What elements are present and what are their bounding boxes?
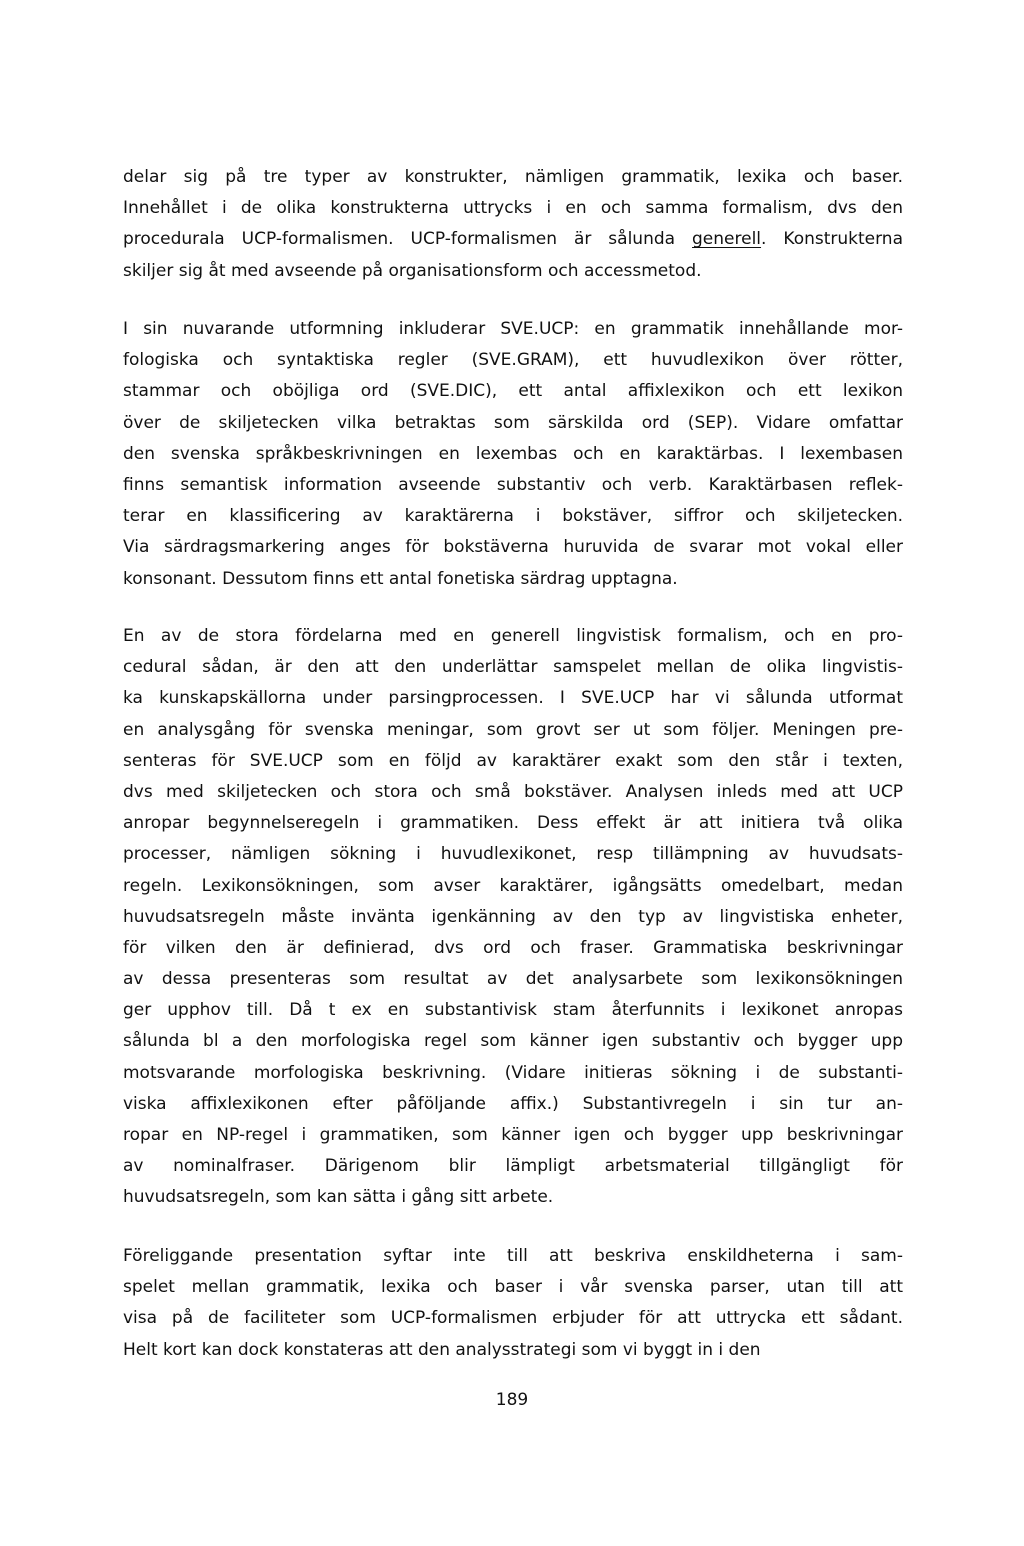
text-line: huvudsatsregeln måste invänta igenkänning av den typ av lingvistiska enheter,	[123, 906, 903, 927]
paragraph-4	[123, 1241, 903, 1366]
text-line: terar en klassificering av karaktärerna i bokstäver, siffror och skiljetecken.	[123, 506, 903, 527]
text-line: Innehållet i de olika konstrukterna uttrycks i en och samma formalism, dvs den	[123, 198, 903, 219]
text-line: senteras för SVE.UCP som en följd av karaktärer exakt som den står i texten,	[123, 750, 903, 771]
text-segment: . Konstrukterna	[761, 229, 904, 250]
text-line: ger upphov till. Då t ex en substantivisk stam återfunnits i lexikonet anropas	[123, 1000, 903, 1021]
text-line: för vilken den är definierad, dvs ord och fraser. Grammatiska beskrivningar	[123, 937, 903, 958]
text-line: regeln. Lexikonsökningen, som avser karaktärer, igångsätts omedelbart, medan	[123, 875, 903, 896]
text-line: en analysgång för svenska meningar, som grovt ser ut som följer. Meningen pre-	[123, 719, 903, 740]
text-line: Helt kort kan dock konstateras att den analysstrategi som vi byggt in i den	[123, 1339, 761, 1360]
page-number: 189	[495, 1390, 529, 1410]
text-line: Via särdragsmarkering anges för bokstäverna huruvida de svarar mot vokal eller	[123, 537, 903, 558]
text-line: stammar och oböjliga ord (SVE.DIC), ett antal affixlexikon och ett lexikon	[123, 381, 903, 402]
text-line: finns semantisk information avseende substantiv och verb. Karaktärbasen reflek-	[123, 474, 903, 495]
text-line: delar sig på tre typer av konstrukter, nämligen grammatik, lexika och baser.	[123, 167, 903, 187]
text-line: av nominalfraser. Därigenom blir lämpligt arbetsmaterial tillgängligt för	[123, 1156, 903, 1177]
text-line: dvs med skiljetecken och stora och små bokstäver. Analysen inleds med att UCP	[123, 781, 903, 802]
text-line: den svenska språkbeskrivningen en lexembas och en karaktärbas. I lexembasen	[123, 443, 903, 464]
text-line: spelet mellan grammatik, lexika och baser i vår svenska parser, utan till att	[123, 1277, 903, 1298]
text-line	[123, 224, 903, 255]
paragraph-3	[123, 621, 903, 1214]
text-segment: procedurala UCP-formalismen. UCP-formalismen är sålunda	[123, 229, 693, 250]
text-line: Föreliggande presentation syftar inte till att beskriva enskildheterna i sam-	[123, 1246, 903, 1266]
text-line: processer, nämligen sökning i huvudlexikonet, resp tillämpning av huvudsats-	[123, 844, 903, 865]
text-line: anropar begynnelseregeln i grammatiken. Dess effekt är att initiera två olika	[123, 813, 903, 834]
text-line: cedural sådan, är den att den underlättar samspelet mellan de olika lingvistis-	[123, 657, 903, 678]
text-line: ropar en NP-regel i grammatiken, som känner igen och bygger upp beskrivningar	[123, 1125, 903, 1145]
text-line: fologiska och syntaktiska regler (SVE.GRAM), ett huvudlexikon över rötter,	[123, 350, 903, 371]
text-line: ka kunskapskällorna under parsingprocessen. I SVE.UCP har vi sålunda utformat	[123, 688, 903, 709]
paragraph-1	[123, 162, 903, 287]
text-line: skiljer sig åt med avseende på organisationsform och accessmetod.	[123, 260, 702, 281]
text-line: motsvarande morfologiska beskrivning. (Vidare initieras sökning i de substanti-	[123, 1062, 903, 1083]
paragraph-2	[123, 314, 903, 595]
text-line: sålunda bl a den morfologiska regel som känner igen substantiv och bygger upp	[123, 1031, 903, 1052]
text-line: av dessa presenteras som resultat av det analysarbete som lexikonsökningen	[123, 969, 903, 990]
text-line: konsonant. Dessutom finns ett antal fonetiska särdrag upptagna.	[123, 568, 678, 589]
text-line: En av de stora fördelarna med en generell lingvistisk formalism, och en pro-	[123, 626, 903, 646]
underlined-word: generell	[692, 229, 762, 250]
text-line: visa på de faciliteter som UCP-formalismen erbjuder för att uttrycka ett sådant.	[123, 1308, 903, 1329]
text-line: I sin nuvarande utformning inkluderar SVE.UCP: en grammatik innehållande mor-	[123, 319, 903, 339]
text-line: över de skiljetecken vilka betraktas som särskilda ord (SEP). Vidare omfattar	[123, 412, 903, 433]
text-line: huvudsatsregeln, som kan sätta i gång sitt arbete.	[123, 1187, 554, 1208]
text-line: viska affixlexikonen efter påföljande affix.) Substantivregeln i sin tur an-	[123, 1093, 903, 1114]
